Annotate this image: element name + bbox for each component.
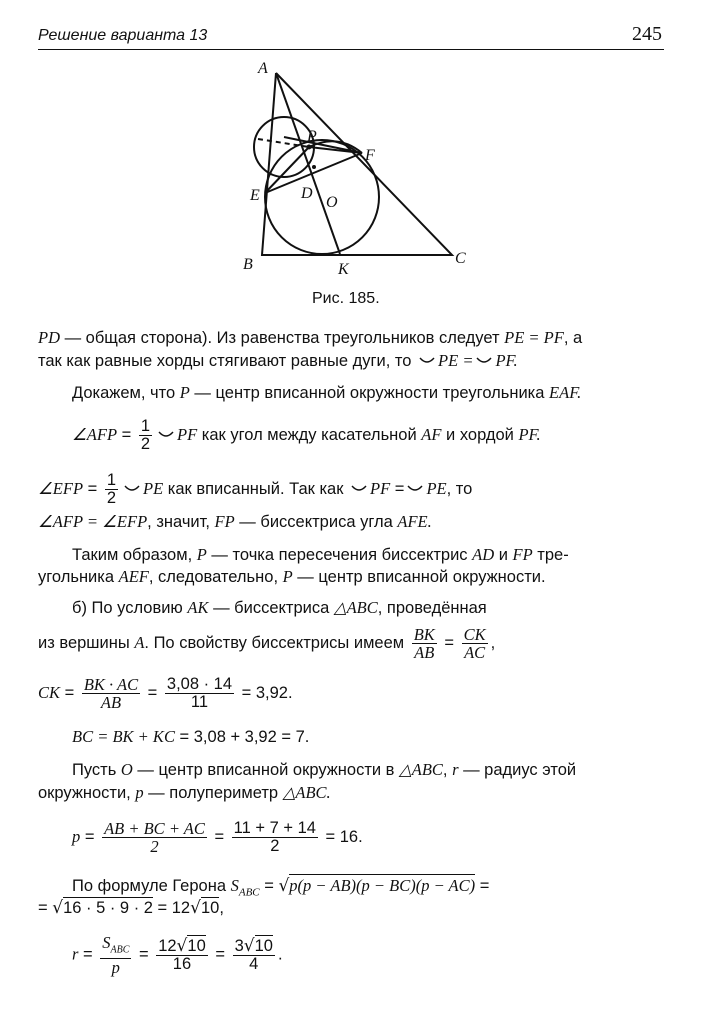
running-title: Решение варианта 13 <box>38 27 208 44</box>
text-line-1: PD — общая сторона). Из равенства треугольников следует PE = PF, а <box>38 328 583 347</box>
text-line-12: BC = BK + KC = 3,08 + 3,92 = 7. <box>72 727 310 746</box>
geometry-figure <box>228 57 478 282</box>
point-p <box>307 145 312 150</box>
arc-icon <box>351 485 367 493</box>
text-line-18: r = $\frac{S_{ABC}}{p}$ = $\frac{12√10}{16}$ = $\frac{3√10}{4}$ . <box>72 933 283 978</box>
text-line-3: Докажем, что P — центр вписанной окружности треугольника EAF. <box>72 383 582 402</box>
label-o: O <box>326 194 338 211</box>
text-line-11: CK = $\frac{BK \cdot AC}{AB}$ = $\frac{3,08 \cdot 14}{11}$ = 3,92. <box>38 675 293 712</box>
fraction-bk-ab: $\frac{BK}{AB}$ <box>413 625 435 662</box>
figure-caption: Рис. 185. <box>312 290 380 307</box>
fraction-12root10-16: $\frac{12√10}{16}$ <box>158 935 206 973</box>
bisector-ak <box>276 73 340 254</box>
text-line-6: ∠AFP = ∠EFP, значит, FP — биссектриса угла AFE. <box>38 512 432 531</box>
text-line-2: так как равные хорды стягивают равные дуги, то PE = PF. <box>38 351 518 370</box>
label-f: F <box>365 147 375 164</box>
label-e: E <box>250 187 260 204</box>
fraction-bk-ac-ab: $\frac{BK \cdot AC}{AB}$ <box>83 675 139 712</box>
incircle-o <box>265 140 379 254</box>
arc-icon <box>158 431 174 439</box>
text-line-4: ∠AFP = $\frac{1}{2}$ PF как угол между касательной AF и хордой PF. <box>72 417 541 453</box>
text-line-17: = √16 · 5 · 9 · 2 = 12√10, <box>38 898 224 918</box>
page-number: 245 <box>632 23 662 45</box>
text-line-14: окружности, p — полупериметр △ABC. <box>38 783 331 802</box>
fraction-perimeter: $\frac{AB + BC + AC}{2}$ <box>104 819 205 856</box>
text-line-13: Пусть O — центр вписанной окружности в △ABC, r — радиус этой <box>72 760 577 779</box>
arc-icon <box>419 357 435 365</box>
text-line-10: из вершины A. По свойству биссектрисы имеем $\frac{BK}{AB}$ = $\frac{CK}{AC}$ , <box>38 625 496 662</box>
point-d <box>312 165 316 169</box>
text-line-5: ∠EFP = $\frac{1}{2}$ PE как вписанный. Так как PF = PE, то <box>38 471 473 507</box>
label-b: B <box>243 256 253 273</box>
label-k: K <box>338 261 349 278</box>
square-root: √10 <box>190 898 220 918</box>
label-c: C <box>455 250 466 267</box>
triangle-abc <box>262 73 452 255</box>
square-root: √16 · 5 · 9 · 2 <box>52 898 153 918</box>
text-line-7: Таким образом, P — точка пересечения биссектрис AD и FP тре- <box>72 545 569 564</box>
arc-icon <box>476 357 492 365</box>
label-p: P <box>307 128 317 145</box>
fraction-half: $\frac{1}{2}$ <box>106 471 117 507</box>
label-d: D <box>301 185 313 202</box>
text-line-16: По формуле Герона $S_{ABC} = √p(p - AB)(p - BC)(p - AC)$ = <box>72 876 490 899</box>
text-line-15: p = $\frac{AB + BC + AC}{2}$ = $\frac{11 + 7 + 14}{2}$ = 16. <box>72 819 363 856</box>
fraction-half: $\frac{1}{2}$ <box>140 417 151 453</box>
label-a: A <box>258 60 268 77</box>
text-line-9: б) По условию AK — биссектриса △ABC, проведённая <box>72 598 487 617</box>
square-root: √p(p − AB)(p − BC)(p − AC) <box>278 876 476 896</box>
fraction-3root10-4: $\frac{3√10}{4}$ <box>234 935 273 973</box>
arc-icon <box>124 485 140 493</box>
arc-icon <box>407 485 423 493</box>
fraction-numeric: $\frac{3,08 \cdot 14}{11}$ <box>166 675 233 711</box>
fraction-s-over-p: $\frac{S_{ABC}}{p}$ <box>102 933 130 978</box>
fraction-ck-ac: $\frac{CK}{AC}$ <box>463 625 486 662</box>
running-header <box>38 23 664 50</box>
fraction-numeric: $\frac{11 + 7 + 14}{2}$ <box>233 819 316 855</box>
text-line-8: угольника AEF, следовательно, P — центр вписанной окружности. <box>38 567 546 586</box>
